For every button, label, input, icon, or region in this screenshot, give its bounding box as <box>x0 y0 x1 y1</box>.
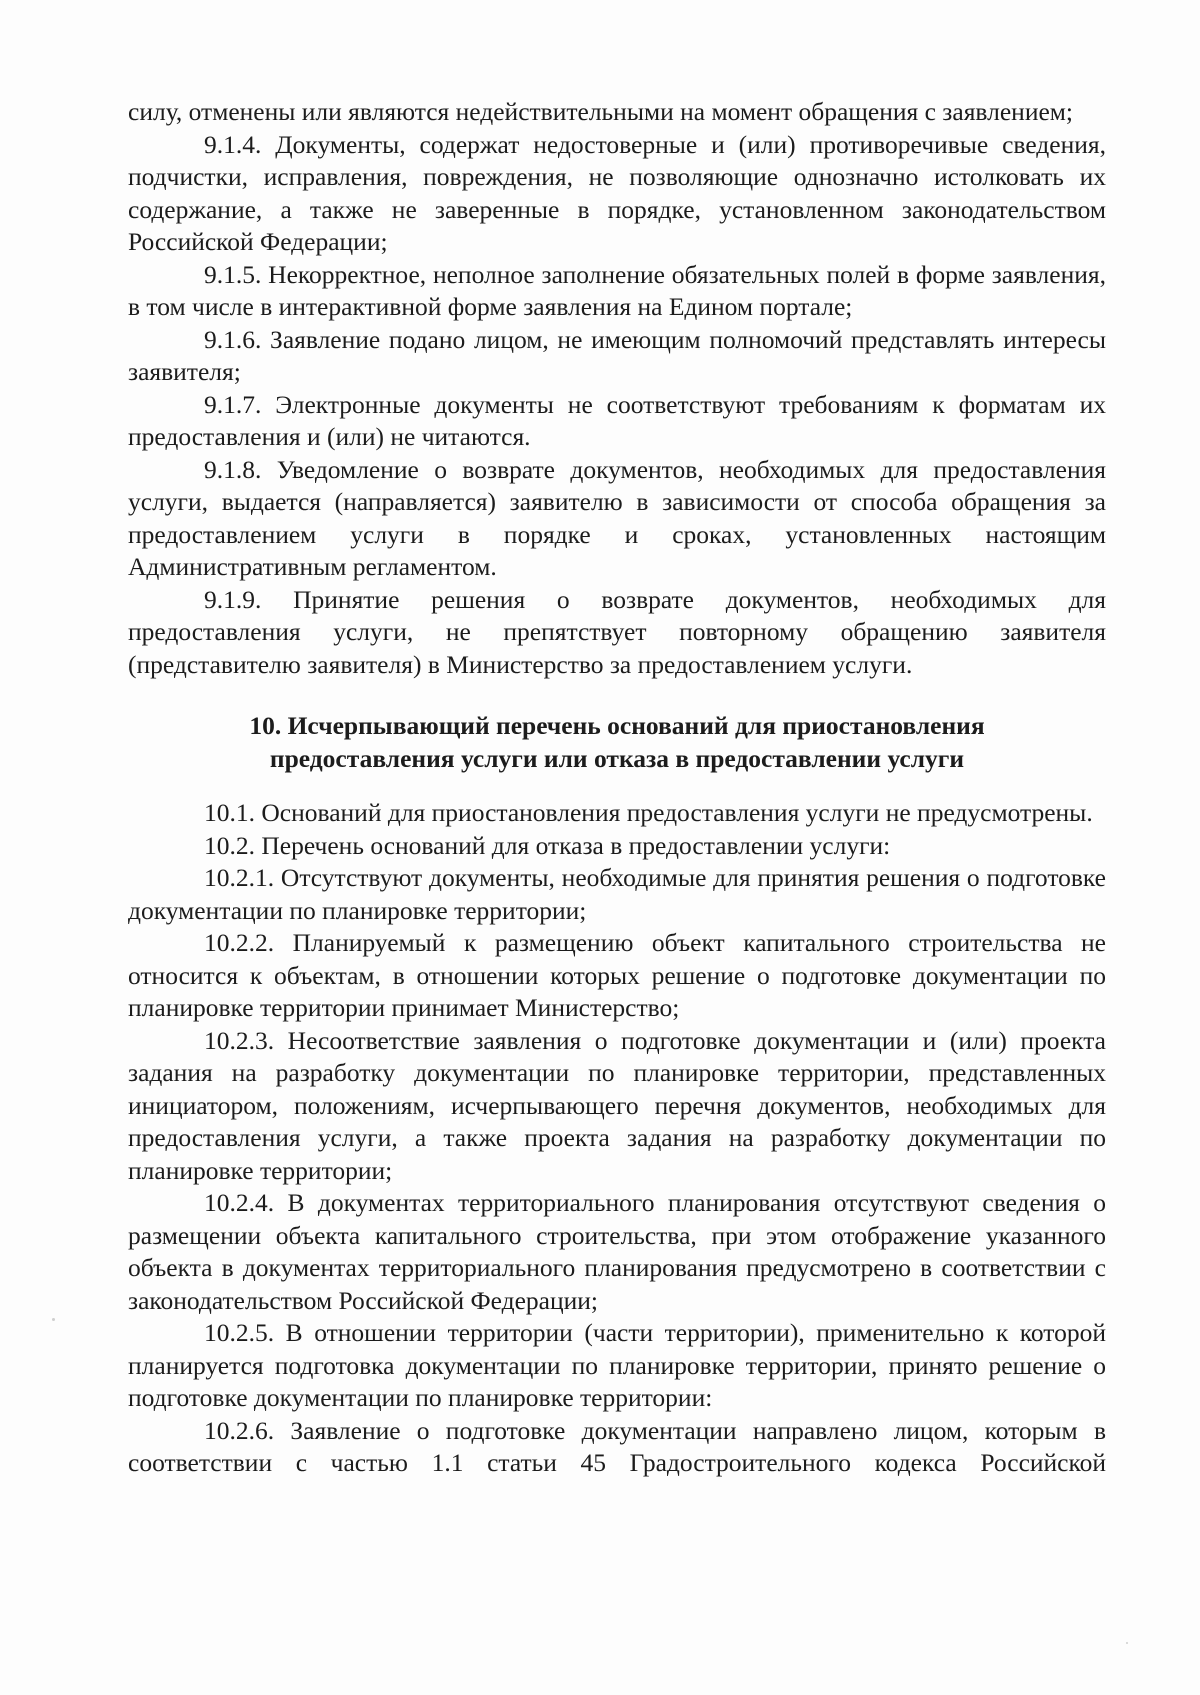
paragraph-continuation: силу, отменены или являются недействительными на момент обращения с заявлением; <box>128 97 1074 126</box>
paragraph-9-1-5: 9.1.5. Некорректное, неполное заполнение обязательных полей в форме заявления, в том числе в интерактивной форме заявления на Едином портале; <box>128 259 1106 321</box>
paragraph-9-1-6: 9.1.6. Заявление подано лицом, не имеющим полномочий представлять интересы заявителя; <box>128 324 1106 386</box>
paragraph-9-1-9: 9.1.9. Принятие решения о возврате документов, необходимых для предоставления услуги, не препятствует повторному обращению заявителя (представителю заявителя) в Министерство за предоставлением услуги. <box>128 584 1106 679</box>
section-heading-line-2: предоставления услуги или отказа в предоставлении услуги <box>269 744 965 773</box>
paragraph-10-2-4: 10.2.4. В документах территориального планирования отсутствуют сведения о размещении объекта капитального строительства, при этом отображение указанного объекта в документах территориального планирования предусмотрено в соответствии с законодательством Российской Федерации; <box>128 1188 1106 1315</box>
paragraph-10-2: 10.2. Перечень оснований для отказа в предоставлении услуги: <box>204 830 891 860</box>
scan-speck <box>52 1318 55 1321</box>
paragraph-10-2-2: 10.2.2. Планируемый к размещению объект капитального строительства не относится к объектам, в отношении которых решение о подготовке документации по планировке территории принимает Министерство; <box>128 928 1106 1022</box>
paragraph-10-2-3: 10.2.3. Несоответствие заявления о подготовке документации и (или) проекта задания на разработку документации по планировке территории, представленных инициатором, положениям, исчерпывающего перечня документов, необходимых для предоставления услуги, а также проекта задания на разработку документации по планировке территории; <box>128 1025 1106 1185</box>
paragraph-9-1-8: 9.1.8. Уведомление о возврате документов, необходимых для предоставления услуги, выдается (направляется) заявителю в зависимости от способа обращения за предоставлением услуги в порядке и сроках, установленных настоящим Административным регламентом. <box>128 454 1106 581</box>
document-body <box>128 96 1106 1480</box>
paragraph-10-2-5: 10.2.5. В отношении территории (части территории), применительно к которой планируется подготовка документации по планировке территории, принято решение о подготовке документации по планировке территории: <box>128 1318 1106 1412</box>
paragraph-9-1-4: 9.1.4. Документы, содержат недостоверные и (или) противоречивые сведения, подчистки, исправления, повреждения, не позволяющие однозначно истолковать их содержание, а также не заверенные в порядке, установленном законодательством Российской Федерации; <box>128 129 1106 256</box>
paragraph-9-1-7: 9.1.7. Электронные документы не соответствуют требованиям к форматам их предоставления и (или) не читаются. <box>128 389 1106 451</box>
section-heading-line-1: 10. Исчерпывающий перечень оснований для приостановления <box>249 711 985 740</box>
paragraph-10-2-6: 10.2.6. Заявление о подготовке документации направлено лицом, которым в соответствии с частью 1.1 статьи 45 Градостроительного кодекса Российской <box>128 1415 1106 1477</box>
paragraph-10-2-1: 10.2.1. Отсутствуют документы, необходимые для принятия решения о подготовке документации по планировке территории; <box>128 863 1106 925</box>
scan-speck <box>1126 1642 1128 1644</box>
section-heading <box>128 709 1106 775</box>
paragraph-10-1: 10.1. Оснований для приостановления предоставления услуги не предусмотрены. <box>204 798 1093 827</box>
